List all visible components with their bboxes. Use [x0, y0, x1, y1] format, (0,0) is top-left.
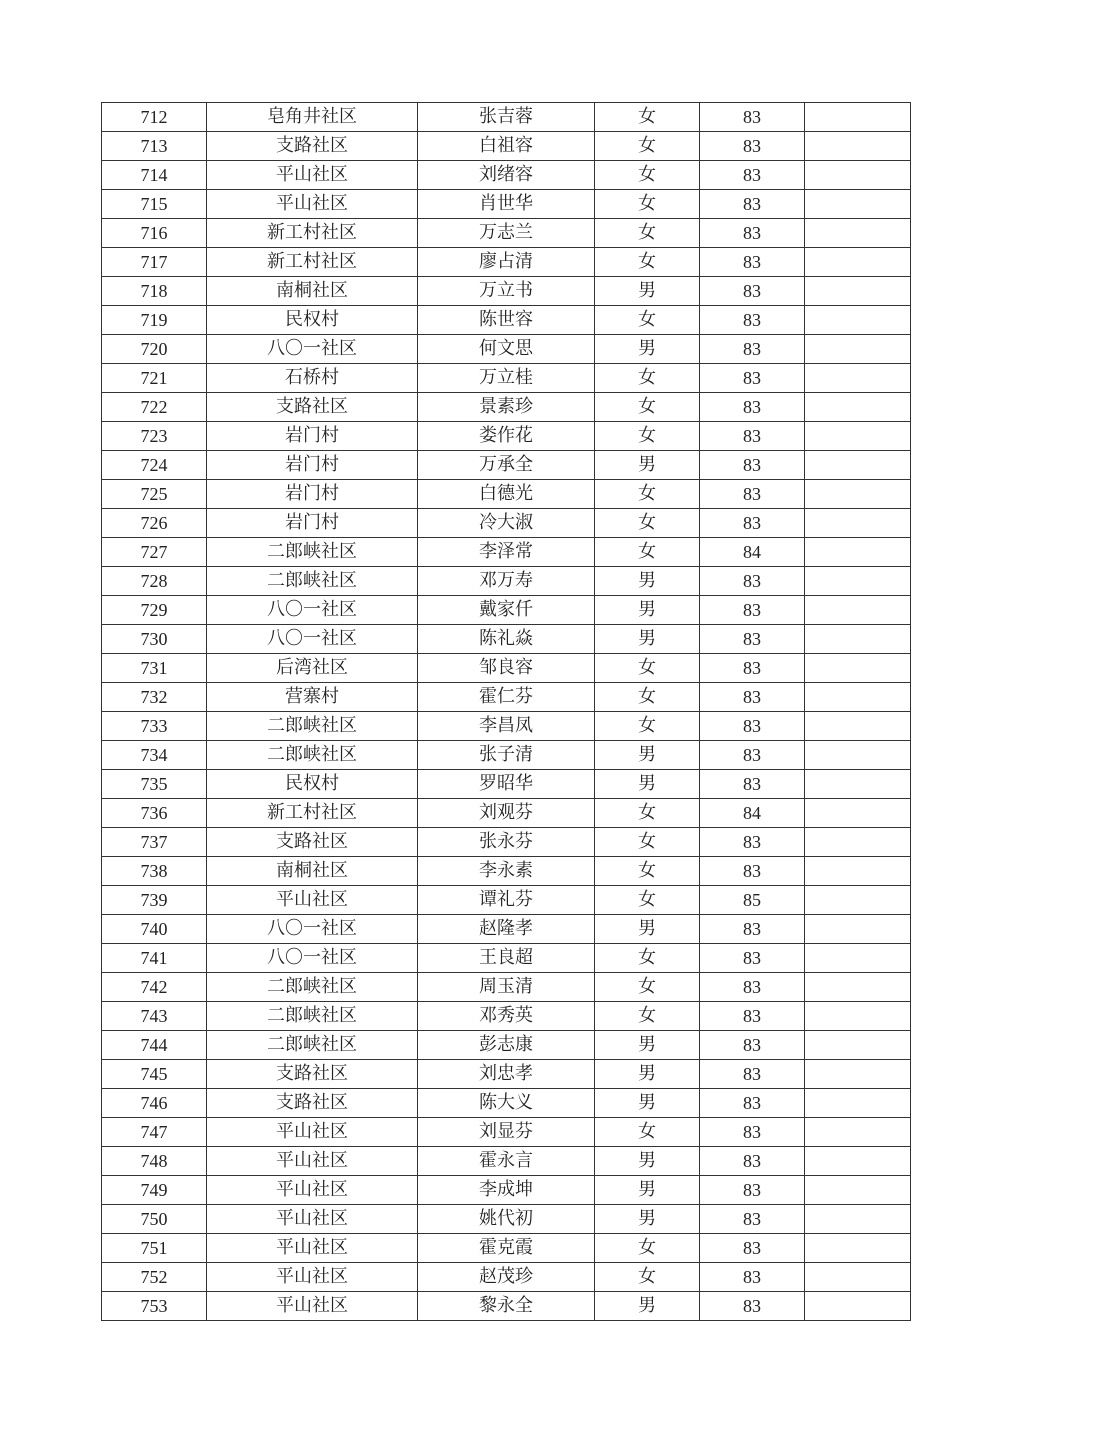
cell-number: 731: [102, 654, 207, 683]
cell-community: 新工村社区: [207, 799, 418, 828]
cell-community: 岩门村: [207, 451, 418, 480]
cell-note: [805, 219, 911, 248]
cell-name: 万立桂: [418, 364, 595, 393]
cell-age: 83: [700, 1205, 805, 1234]
cell-name: 万志兰: [418, 219, 595, 248]
cell-number: 713: [102, 132, 207, 161]
cell-age: 83: [700, 915, 805, 944]
cell-community: 支路社区: [207, 1060, 418, 1089]
cell-gender: 女: [595, 393, 700, 422]
cell-number: 712: [102, 103, 207, 132]
cell-name: 张永芬: [418, 828, 595, 857]
cell-community: 支路社区: [207, 132, 418, 161]
cell-number: 716: [102, 219, 207, 248]
cell-name: 肖世华: [418, 190, 595, 219]
cell-name: 彭志康: [418, 1031, 595, 1060]
cell-community: 支路社区: [207, 828, 418, 857]
cell-note: [805, 857, 911, 886]
cell-note: [805, 538, 911, 567]
cell-number: 740: [102, 915, 207, 944]
table-row: [102, 712, 911, 741]
cell-community: 民权村: [207, 306, 418, 335]
cell-age: 83: [700, 219, 805, 248]
roster-body: [102, 103, 911, 1321]
cell-gender: 男: [595, 1176, 700, 1205]
cell-age: 83: [700, 1176, 805, 1205]
cell-note: [805, 1002, 911, 1031]
cell-gender: 女: [595, 538, 700, 567]
cell-age: 83: [700, 1060, 805, 1089]
table-row: [102, 944, 911, 973]
table-row: [102, 654, 911, 683]
cell-number: 720: [102, 335, 207, 364]
cell-community: 岩门村: [207, 509, 418, 538]
cell-name: 邓万寿: [418, 567, 595, 596]
cell-community: 石桥村: [207, 364, 418, 393]
cell-gender: 女: [595, 480, 700, 509]
cell-note: [805, 393, 911, 422]
table-row: [102, 422, 911, 451]
table-row: [102, 625, 911, 654]
table-row: [102, 480, 911, 509]
cell-gender: 女: [595, 1118, 700, 1147]
table-row: [102, 1292, 911, 1321]
cell-community: 二郎峡社区: [207, 567, 418, 596]
cell-number: 715: [102, 190, 207, 219]
cell-age: 83: [700, 161, 805, 190]
cell-number: 719: [102, 306, 207, 335]
cell-community: 二郎峡社区: [207, 1031, 418, 1060]
cell-number: 738: [102, 857, 207, 886]
cell-age: 84: [700, 799, 805, 828]
table-row: [102, 1089, 911, 1118]
cell-number: 744: [102, 1031, 207, 1060]
cell-name: 白祖容: [418, 132, 595, 161]
cell-note: [805, 306, 911, 335]
cell-gender: 男: [595, 915, 700, 944]
cell-number: 721: [102, 364, 207, 393]
cell-note: [805, 654, 911, 683]
cell-note: [805, 1089, 911, 1118]
cell-gender: 男: [595, 1205, 700, 1234]
cell-number: 733: [102, 712, 207, 741]
cell-name: 冷大淑: [418, 509, 595, 538]
cell-name: 戴家仟: [418, 596, 595, 625]
cell-name: 李泽常: [418, 538, 595, 567]
cell-name: 霍仁芬: [418, 683, 595, 712]
cell-age: 83: [700, 828, 805, 857]
cell-community: 新工村社区: [207, 248, 418, 277]
cell-community: 平山社区: [207, 190, 418, 219]
cell-name: 姚代初: [418, 1205, 595, 1234]
cell-community: 八〇一社区: [207, 596, 418, 625]
cell-name: 谭礼芬: [418, 886, 595, 915]
cell-number: 743: [102, 1002, 207, 1031]
cell-name: 何文思: [418, 335, 595, 364]
cell-note: [805, 1118, 911, 1147]
cell-note: [805, 335, 911, 364]
cell-number: 736: [102, 799, 207, 828]
cell-number: 729: [102, 596, 207, 625]
cell-community: 岩门村: [207, 480, 418, 509]
cell-number: 745: [102, 1060, 207, 1089]
cell-community: 八〇一社区: [207, 625, 418, 654]
cell-number: 734: [102, 741, 207, 770]
cell-community: 平山社区: [207, 1118, 418, 1147]
cell-age: 83: [700, 654, 805, 683]
cell-community: 民权村: [207, 770, 418, 799]
table-row: [102, 770, 911, 799]
cell-note: [805, 190, 911, 219]
cell-number: 728: [102, 567, 207, 596]
cell-gender: 男: [595, 277, 700, 306]
cell-gender: 男: [595, 567, 700, 596]
cell-community: 平山社区: [207, 1147, 418, 1176]
cell-number: 727: [102, 538, 207, 567]
cell-age: 83: [700, 277, 805, 306]
cell-name: 刘显芬: [418, 1118, 595, 1147]
cell-note: [805, 1234, 911, 1263]
table-row: [102, 103, 911, 132]
cell-name: 周玉清: [418, 973, 595, 1002]
cell-number: 749: [102, 1176, 207, 1205]
cell-note: [805, 103, 911, 132]
cell-gender: 女: [595, 1002, 700, 1031]
cell-gender: 女: [595, 509, 700, 538]
cell-number: 723: [102, 422, 207, 451]
cell-name: 黎永全: [418, 1292, 595, 1321]
cell-number: 742: [102, 973, 207, 1002]
cell-gender: 女: [595, 944, 700, 973]
cell-number: 722: [102, 393, 207, 422]
cell-note: [805, 828, 911, 857]
cell-gender: 女: [595, 103, 700, 132]
cell-community: 支路社区: [207, 1089, 418, 1118]
table-row: [102, 1002, 911, 1031]
cell-number: 752: [102, 1263, 207, 1292]
cell-number: 739: [102, 886, 207, 915]
cell-gender: 女: [595, 1263, 700, 1292]
cell-name: 白德光: [418, 480, 595, 509]
cell-note: [805, 451, 911, 480]
cell-note: [805, 944, 911, 973]
table-row: [102, 741, 911, 770]
cell-age: 83: [700, 335, 805, 364]
table-row: [102, 364, 911, 393]
cell-name: 霍克霞: [418, 1234, 595, 1263]
cell-number: 741: [102, 944, 207, 973]
cell-name: 陈礼焱: [418, 625, 595, 654]
cell-community: 八〇一社区: [207, 915, 418, 944]
cell-name: 罗昭华: [418, 770, 595, 799]
cell-age: 83: [700, 364, 805, 393]
cell-gender: 女: [595, 799, 700, 828]
cell-community: 二郎峡社区: [207, 973, 418, 1002]
cell-name: 万立书: [418, 277, 595, 306]
table-row: [102, 1118, 911, 1147]
cell-name: 刘忠孝: [418, 1060, 595, 1089]
table-row: [102, 335, 911, 364]
cell-age: 83: [700, 1263, 805, 1292]
cell-gender: 男: [595, 596, 700, 625]
cell-gender: 女: [595, 190, 700, 219]
cell-name: 刘绪容: [418, 161, 595, 190]
cell-gender: 女: [595, 161, 700, 190]
cell-name: 景素珍: [418, 393, 595, 422]
cell-number: 714: [102, 161, 207, 190]
cell-note: [805, 1292, 911, 1321]
table-row: [102, 1205, 911, 1234]
cell-gender: 男: [595, 451, 700, 480]
cell-age: 83: [700, 1002, 805, 1031]
cell-number: 725: [102, 480, 207, 509]
table-row: [102, 915, 911, 944]
cell-note: [805, 1060, 911, 1089]
table-row: [102, 1147, 911, 1176]
cell-name: 万承全: [418, 451, 595, 480]
table-row: [102, 277, 911, 306]
cell-age: 83: [700, 480, 805, 509]
cell-age: 83: [700, 103, 805, 132]
table-row: [102, 973, 911, 1002]
cell-note: [805, 1205, 911, 1234]
cell-number: 717: [102, 248, 207, 277]
cell-gender: 男: [595, 1292, 700, 1321]
cell-number: 753: [102, 1292, 207, 1321]
cell-note: [805, 915, 911, 944]
cell-name: 邹良容: [418, 654, 595, 683]
table-row: [102, 828, 911, 857]
cell-name: 廖占清: [418, 248, 595, 277]
cell-age: 83: [700, 1292, 805, 1321]
table-row: [102, 132, 911, 161]
cell-gender: 男: [595, 741, 700, 770]
cell-number: 750: [102, 1205, 207, 1234]
table-row: [102, 219, 911, 248]
cell-number: 726: [102, 509, 207, 538]
table-row: [102, 1176, 911, 1205]
cell-gender: 女: [595, 973, 700, 1002]
cell-note: [805, 741, 911, 770]
roster-table: [101, 102, 911, 1321]
cell-age: 83: [700, 1147, 805, 1176]
cell-number: 751: [102, 1234, 207, 1263]
cell-name: 邓秀英: [418, 1002, 595, 1031]
cell-note: [805, 683, 911, 712]
table-row: [102, 393, 911, 422]
cell-note: [805, 277, 911, 306]
cell-gender: 女: [595, 132, 700, 161]
cell-community: 南桐社区: [207, 857, 418, 886]
cell-gender: 男: [595, 1089, 700, 1118]
cell-name: 赵茂珍: [418, 1263, 595, 1292]
cell-age: 83: [700, 132, 805, 161]
cell-gender: 男: [595, 1031, 700, 1060]
cell-number: 724: [102, 451, 207, 480]
cell-community: 平山社区: [207, 1176, 418, 1205]
cell-note: [805, 422, 911, 451]
cell-note: [805, 770, 911, 799]
cell-name: 霍永言: [418, 1147, 595, 1176]
cell-age: 83: [700, 1031, 805, 1060]
table-row: [102, 799, 911, 828]
table-row: [102, 451, 911, 480]
cell-name: 王良超: [418, 944, 595, 973]
cell-community: 八〇一社区: [207, 944, 418, 973]
cell-age: 84: [700, 538, 805, 567]
cell-name: 陈世容: [418, 306, 595, 335]
cell-note: [805, 364, 911, 393]
cell-name: 张吉蓉: [418, 103, 595, 132]
cell-gender: 女: [595, 654, 700, 683]
cell-age: 83: [700, 1118, 805, 1147]
cell-gender: 女: [595, 422, 700, 451]
cell-note: [805, 1176, 911, 1205]
cell-age: 83: [700, 1234, 805, 1263]
cell-community: 平山社区: [207, 1234, 418, 1263]
table-row: [102, 538, 911, 567]
cell-age: 83: [700, 712, 805, 741]
cell-name: 李成坤: [418, 1176, 595, 1205]
table-row: [102, 1263, 911, 1292]
cell-community: 平山社区: [207, 161, 418, 190]
cell-age: 83: [700, 306, 805, 335]
table-row: [102, 1060, 911, 1089]
cell-gender: 女: [595, 364, 700, 393]
cell-community: 新工村社区: [207, 219, 418, 248]
cell-name: 张子清: [418, 741, 595, 770]
cell-gender: 女: [595, 1234, 700, 1263]
table-row: [102, 596, 911, 625]
cell-gender: 女: [595, 712, 700, 741]
cell-age: 83: [700, 625, 805, 654]
cell-note: [805, 799, 911, 828]
cell-gender: 男: [595, 335, 700, 364]
table-row: [102, 857, 911, 886]
cell-note: [805, 509, 911, 538]
cell-community: 二郎峡社区: [207, 1002, 418, 1031]
cell-note: [805, 625, 911, 654]
cell-name: 赵隆孝: [418, 915, 595, 944]
cell-community: 支路社区: [207, 393, 418, 422]
table-row: [102, 886, 911, 915]
table-row: [102, 509, 911, 538]
cell-note: [805, 1263, 911, 1292]
cell-community: 皂角井社区: [207, 103, 418, 132]
cell-age: 83: [700, 248, 805, 277]
cell-name: 陈大义: [418, 1089, 595, 1118]
cell-age: 83: [700, 973, 805, 1002]
cell-age: 83: [700, 393, 805, 422]
cell-note: [805, 1031, 911, 1060]
cell-community: 二郎峡社区: [207, 538, 418, 567]
cell-community: 平山社区: [207, 1292, 418, 1321]
cell-age: 83: [700, 190, 805, 219]
cell-gender: 女: [595, 828, 700, 857]
cell-gender: 女: [595, 219, 700, 248]
cell-number: 748: [102, 1147, 207, 1176]
cell-age: 83: [700, 683, 805, 712]
cell-age: 83: [700, 1089, 805, 1118]
cell-community: 平山社区: [207, 886, 418, 915]
cell-name: 娄作花: [418, 422, 595, 451]
cell-note: [805, 886, 911, 915]
cell-community: 南桐社区: [207, 277, 418, 306]
cell-age: 85: [700, 886, 805, 915]
cell-community: 平山社区: [207, 1263, 418, 1292]
cell-age: 83: [700, 567, 805, 596]
cell-gender: 女: [595, 306, 700, 335]
cell-gender: 女: [595, 857, 700, 886]
cell-community: 营寨村: [207, 683, 418, 712]
cell-age: 83: [700, 857, 805, 886]
table-row: [102, 306, 911, 335]
cell-age: 83: [700, 944, 805, 973]
table-row: [102, 567, 911, 596]
cell-name: 李永素: [418, 857, 595, 886]
cell-note: [805, 161, 911, 190]
cell-age: 83: [700, 741, 805, 770]
cell-age: 83: [700, 451, 805, 480]
cell-number: 735: [102, 770, 207, 799]
cell-community: 岩门村: [207, 422, 418, 451]
cell-number: 737: [102, 828, 207, 857]
cell-community: 二郎峡社区: [207, 741, 418, 770]
cell-community: 八〇一社区: [207, 335, 418, 364]
table-row: [102, 683, 911, 712]
cell-gender: 男: [595, 1060, 700, 1089]
cell-note: [805, 596, 911, 625]
cell-gender: 女: [595, 248, 700, 277]
table-row: [102, 248, 911, 277]
cell-number: 746: [102, 1089, 207, 1118]
cell-note: [805, 567, 911, 596]
cell-name: 刘观芬: [418, 799, 595, 828]
cell-gender: 男: [595, 625, 700, 654]
table-row: [102, 190, 911, 219]
cell-gender: 女: [595, 886, 700, 915]
table-row: [102, 1234, 911, 1263]
cell-number: 718: [102, 277, 207, 306]
cell-note: [805, 480, 911, 509]
cell-number: 732: [102, 683, 207, 712]
cell-note: [805, 132, 911, 161]
cell-note: [805, 973, 911, 1002]
cell-age: 83: [700, 422, 805, 451]
table-row: [102, 1031, 911, 1060]
cell-gender: 男: [595, 1147, 700, 1176]
cell-community: 二郎峡社区: [207, 712, 418, 741]
cell-gender: 男: [595, 770, 700, 799]
cell-community: 平山社区: [207, 1205, 418, 1234]
cell-gender: 女: [595, 683, 700, 712]
cell-community: 后湾社区: [207, 654, 418, 683]
cell-age: 83: [700, 770, 805, 799]
cell-number: 730: [102, 625, 207, 654]
cell-age: 83: [700, 509, 805, 538]
cell-note: [805, 1147, 911, 1176]
cell-note: [805, 248, 911, 277]
cell-age: 83: [700, 596, 805, 625]
cell-number: 747: [102, 1118, 207, 1147]
table-row: [102, 161, 911, 190]
cell-note: [805, 712, 911, 741]
cell-name: 李昌凤: [418, 712, 595, 741]
